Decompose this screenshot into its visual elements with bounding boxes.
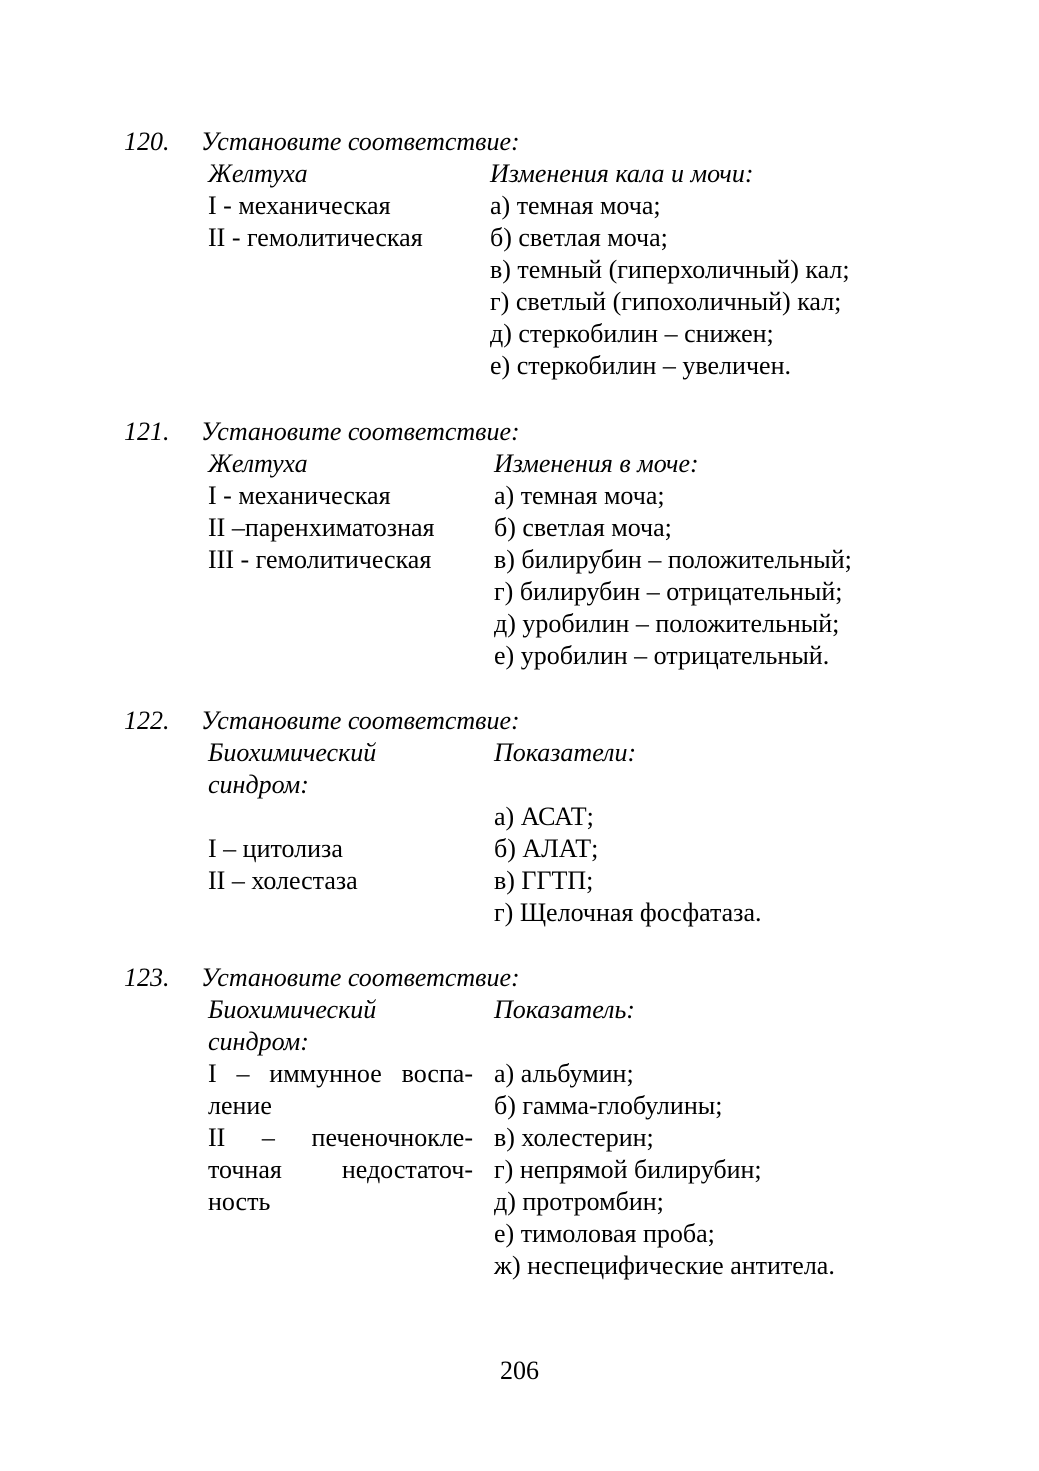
question-123 <box>124 962 835 1280</box>
question-header <box>124 962 520 994</box>
left-item: I - механическая <box>208 191 391 220</box>
question-title: Установите соответствие: <box>201 417 520 446</box>
right-column <box>494 448 852 672</box>
question-number: 121. <box>124 417 170 446</box>
right-item: а) темная моча; <box>494 481 665 510</box>
left-item: II – печеночнокле- <box>208 1123 473 1152</box>
right-item: г) билирубин – отрицательный; <box>494 577 843 606</box>
question-122 <box>124 705 762 927</box>
right-item: г) светлый (гипохоличный) кал; <box>490 287 842 316</box>
question-header <box>124 705 520 737</box>
left-item: ление <box>208 1091 272 1120</box>
question-number: 122. <box>124 706 170 735</box>
question-121 <box>124 416 852 670</box>
right-item: г) Щелочная фосфатаза. <box>494 898 762 927</box>
right-item: б) АЛАТ; <box>494 834 599 863</box>
right-header: Показатели: <box>494 738 637 767</box>
question-title: Установите соответствие: <box>201 127 520 156</box>
question-120 <box>124 126 850 380</box>
right-item: ж) неспецифические антитела. <box>494 1251 835 1280</box>
left-item: I – иммунное воспа- <box>208 1059 473 1088</box>
left-item: III - гемолитическая <box>208 545 432 574</box>
right-item: в) холестерин; <box>494 1123 654 1152</box>
question-title: Установите соответствие: <box>201 963 520 992</box>
question-header <box>124 126 520 158</box>
left-item: точная недостаточ- <box>208 1155 473 1184</box>
left-column <box>208 994 473 1218</box>
right-item: а) альбумин; <box>494 1059 634 1088</box>
right-item: в) темный (гиперхоличный) кал; <box>490 255 850 284</box>
question-number: 123. <box>124 963 170 992</box>
right-item: д) уробилин – положительный; <box>494 609 840 638</box>
left-header: Биохимический <box>208 995 377 1024</box>
spacer <box>208 801 473 833</box>
right-item: б) светлая моча; <box>490 223 668 252</box>
left-header: синдром: <box>208 770 309 799</box>
left-item: II – холестаза <box>208 866 358 895</box>
right-item: а) АСАТ; <box>494 802 594 831</box>
right-column <box>494 737 761 929</box>
right-item: б) светлая моча; <box>494 513 672 542</box>
question-number: 120. <box>124 127 170 156</box>
spacer <box>494 1026 835 1058</box>
right-header: Показатель: <box>494 995 635 1024</box>
right-column <box>490 158 850 382</box>
left-column <box>208 158 473 254</box>
right-column <box>494 994 835 1282</box>
left-item: ность <box>208 1187 271 1216</box>
spacer <box>494 769 761 801</box>
left-header: Биохимический <box>208 738 377 767</box>
right-header: Изменения кала и мочи: <box>490 159 754 188</box>
question-header <box>124 416 520 448</box>
right-item: в) билирубин – положительный; <box>494 545 852 574</box>
right-item: е) уробилин – отрицательный. <box>494 641 830 670</box>
left-item: II –паренхиматозная <box>208 513 435 542</box>
right-item: д) стеркобилин – снижен; <box>490 319 774 348</box>
left-item: I - механическая <box>208 481 391 510</box>
right-header: Изменения в моче: <box>494 449 699 478</box>
question-title: Установите соответствие: <box>201 706 520 735</box>
left-item: II - гемолитическая <box>208 223 423 252</box>
left-header: синдром: <box>208 1027 309 1056</box>
page-number: 206 <box>500 1356 539 1385</box>
left-column <box>208 448 473 576</box>
right-item: е) стеркобилин – увеличен. <box>490 351 791 380</box>
right-item: в) ГГТП; <box>494 866 594 895</box>
right-item: е) тимоловая проба; <box>494 1219 715 1248</box>
left-item: I – цитолиза <box>208 834 343 863</box>
right-item: г) непрямой билирубин; <box>494 1155 762 1184</box>
right-item: б) гамма-глобулины; <box>494 1091 723 1120</box>
right-item: а) темная моча; <box>490 191 661 220</box>
right-item: д) протромбин; <box>494 1187 664 1216</box>
left-header: Желтуха <box>208 449 308 478</box>
left-column <box>208 737 473 897</box>
left-header: Желтуха <box>208 159 308 188</box>
